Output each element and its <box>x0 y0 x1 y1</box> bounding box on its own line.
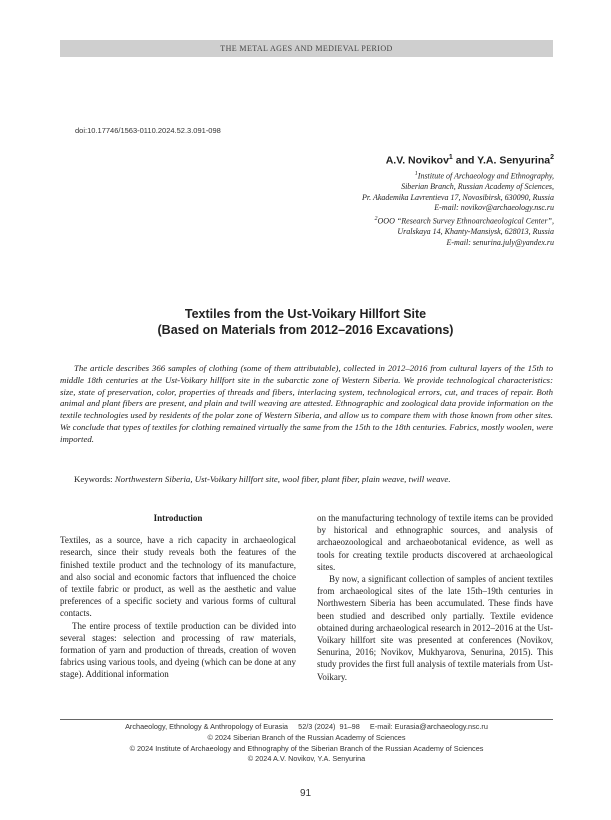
author-1-sup: 1 <box>448 154 453 161</box>
body-column-right <box>317 512 553 683</box>
keywords-list: Northwestern Siberia, Ust-Voikary hillfort site, wool fiber, plant fiber, plain weave, twill weave. <box>114 474 451 484</box>
article-title <box>40 306 571 338</box>
footer-divider <box>60 719 553 720</box>
affil-1-sup: 1 <box>414 170 418 177</box>
left-paragraph-2: The entire process of textile production can be divided into several stages: selection and processing of raw materials, formation of yarn and production of threads, creation of woven fabrics using various tools, and dyeing (which can be done at any stage). Additional information <box>60 620 296 680</box>
affil-1-line-2: Siberian Branch, Russian Academy of Sciences, <box>401 181 554 191</box>
title-line-1: Textiles from the Ust-Voikary Hillfort Site <box>184 307 427 321</box>
keywords <box>74 474 553 484</box>
affil-2-line-1: OOO “Research Survey Ethnoarchaeological Center”, <box>377 216 554 226</box>
affil-1-email[interactable]: E-mail: novikov@archaeology.nsc.ru <box>434 203 554 213</box>
footer-journal-line: Archaeology, Ethnology & Anthropology of Eurasia 52/3 (2024) 91–98 E-mail: Eurasia@archaeology.nsc.ru <box>125 722 488 731</box>
affil-2-line-2: Uralskaya 14, Khanty-Mansiysk, 628013, Russia <box>397 227 554 237</box>
keywords-label: Keywords: <box>74 474 115 484</box>
affil-1-line-3: Pr. Akademika Lavrentieva 17, Novosibirsk, 630090, Russia <box>362 192 554 202</box>
doi-link[interactable]: doi:10.17746/1563-0110.2024.52.3.091-098 <box>75 126 221 135</box>
author-block <box>154 154 554 249</box>
footer-copyright-3: © 2024 A.V. Novikov, Y.A. Senyurina <box>247 754 366 764</box>
page-number: 91 <box>299 788 312 799</box>
affiliation-1 <box>154 169 554 214</box>
left-paragraph-1: Textiles, as a source, have a rich capacity in archaeological research, since their study reveals both the features of the finished textile product and the technology of its manufacture, and also social and economic factors that influenced the choice of textile fabric or product, as well as the aesthetic and value preferences of a specific society and various forms of cultural contacts. <box>60 535 296 619</box>
abstract: The article describes 366 samples of clothing (some of them attributable), collected in 2012–2016 from cultural layers of the 15th to middle 18th centuries at the Ust-Voikary hillfort site in the subarctic zone of Western Siberia. We provide technological characteristics: size, state of preservation, color, properties of threads and fibers, interlacing system, technological errors, cut, and traces of repair. Both animal and plant fibers are present, and plain and twill weaving are attested. Ethnographic and zoological data provide information on the textile technologies used by residents of the polar zone of Western Siberia, and allow us to compare them with those known from other sites. We conclude that types of textiles for clothing remained virtually the same from the 15th to the 18th centuries. Fabrics, mostly woolen, were imported. <box>60 363 553 444</box>
author-1: A.V. Novikov <box>385 154 449 167</box>
affil-2-email[interactable]: E-mail: senurina.july@yandex.ru <box>446 238 554 248</box>
affil-1-line-1: Institute of Archaeology and Ethnography, <box>417 171 554 181</box>
footer-copyright-1: © 2024 Siberian Branch of the Russian Academy of Sciences <box>207 732 406 742</box>
author-2-sup: 2 <box>550 154 554 161</box>
affiliation-2 <box>154 214 554 249</box>
body-column-left <box>60 512 296 681</box>
section-title: THE METAL AGES AND MEDIEVAL PERIOD <box>220 44 393 53</box>
section-header-band <box>60 40 553 57</box>
author-and: and <box>452 154 478 167</box>
right-paragraph-1: on the manufacturing technology of textile items can be provided by historical and ethnographic sources, and analysis of archaeozoological and archaeobotanical evidence, as well as tools for creating textile products discovered at archaeological sites. <box>317 513 553 572</box>
author-2: Y.A. Senyurina <box>477 154 551 167</box>
right-paragraph-2: By now, a significant collection of samples of ancient textiles from archaeological sites of the late 15th–19th centuries in Northwestern Siberia has been accumulated. These finds have been studied and described only partially. Textile evidence obtained during archaeological research in 2012–2016 at the Ust-Voikary hillfort site was presented at conferences (Novikov, Senurina, 2016; Novikov, Mukhyarova, Senurina, 2015). This study provides the first full analysis of textile materials from Ust-Voikary. <box>317 574 553 682</box>
footer <box>60 722 553 765</box>
intro-heading: Introduction <box>153 513 203 523</box>
title-line-2: (Based on Materials from 2012–2016 Excavations) <box>157 323 454 337</box>
author-names <box>154 154 554 167</box>
footer-copyright-2: © 2024 Institute of Archaeology and Ethnography of the Siberian Branch of the Russian Academy of Sciences <box>129 743 484 753</box>
affil-2-sup: 2 <box>374 215 378 222</box>
